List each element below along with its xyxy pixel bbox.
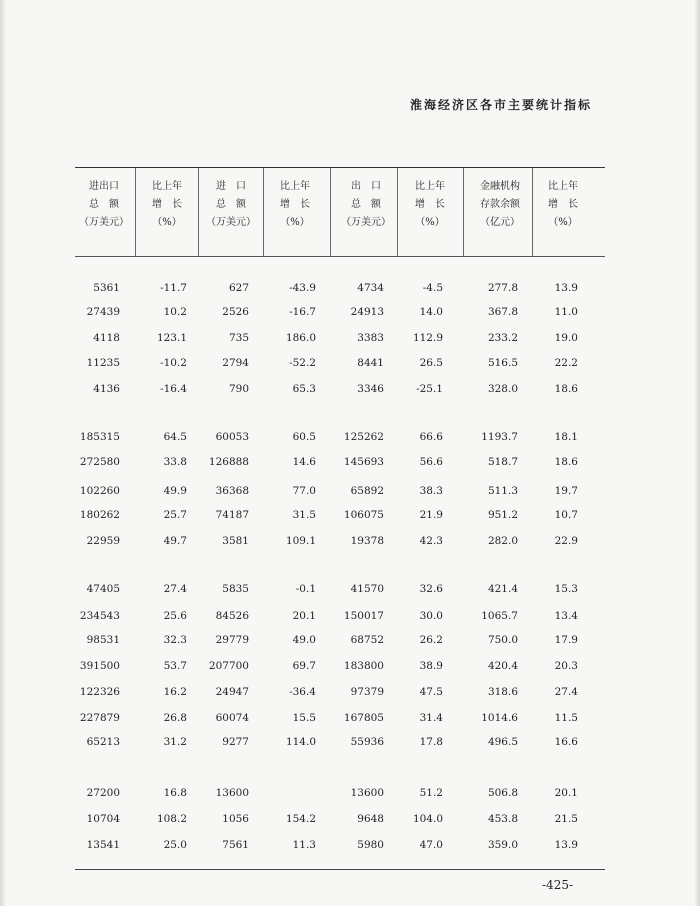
table-cell: 15.5 xyxy=(292,712,316,724)
table-cell: 511.3 xyxy=(487,485,518,497)
table-cell: 3383 xyxy=(357,332,384,344)
table-cell: 26.8 xyxy=(163,712,187,724)
table-cell: 49.9 xyxy=(163,485,187,497)
table-cell: 51.2 xyxy=(419,787,443,799)
table-cell: 41570 xyxy=(350,583,384,595)
header-separator xyxy=(198,168,199,256)
page-number: -425- xyxy=(542,878,574,892)
column-header xyxy=(262,178,328,232)
table-cell: 21.5 xyxy=(554,813,578,825)
table-cell: 97379 xyxy=(350,686,384,698)
table-cell: 233.2 xyxy=(487,332,518,344)
table-cell: 122326 xyxy=(79,686,120,698)
table-cell: 125262 xyxy=(343,431,384,443)
table-top-rule xyxy=(75,167,605,168)
header-separator xyxy=(532,168,533,256)
table-cell: -25.1 xyxy=(416,383,443,395)
table-cell: 38.3 xyxy=(419,485,443,497)
table-cell: 32.3 xyxy=(163,634,187,646)
table-cell: 2526 xyxy=(222,306,249,318)
page-title: 淮海经济区各市主要统计指标 xyxy=(409,98,592,112)
header-separator xyxy=(135,168,136,256)
table-cell: 516.5 xyxy=(487,357,518,369)
table-cell: 17.8 xyxy=(419,736,443,748)
table-cell: 22.2 xyxy=(554,357,578,369)
table-cell: 750.0 xyxy=(487,634,518,646)
table-cell: 38.9 xyxy=(419,660,443,672)
table-cell: 65213 xyxy=(86,736,120,748)
table-cell: 84526 xyxy=(215,610,249,622)
table-cell: 15.3 xyxy=(554,583,578,595)
table-cell: 19.0 xyxy=(554,332,578,344)
column-header-line: 进出口 xyxy=(89,181,119,192)
table-cell: 11.0 xyxy=(554,306,578,318)
table-cell: 5980 xyxy=(357,839,384,851)
table-cell: 5361 xyxy=(93,282,120,294)
column-header-line: 比上年 xyxy=(415,181,445,192)
table-cell: 8441 xyxy=(357,357,384,369)
table-cell: 154.2 xyxy=(285,813,316,825)
table-cell: 180262 xyxy=(79,509,120,521)
table-cell: 18.6 xyxy=(554,456,578,468)
table-cell: 47.0 xyxy=(419,839,443,851)
table-cell: 1056 xyxy=(222,813,249,825)
table-cell: 31.2 xyxy=(163,736,187,748)
table-cell: 123.1 xyxy=(156,332,187,344)
table-cell: 1065.7 xyxy=(481,610,518,622)
table-cell: -4.5 xyxy=(422,282,443,294)
table-cell: 49.0 xyxy=(292,634,316,646)
column-header-line: 总 额 xyxy=(351,199,381,210)
header-separator xyxy=(463,168,464,256)
table-cell: 27.4 xyxy=(163,583,187,595)
table-cell: -16.4 xyxy=(160,383,187,395)
table-cell: 31.4 xyxy=(419,712,443,724)
table-cell: 25.6 xyxy=(163,610,187,622)
column-header xyxy=(71,178,137,232)
table-cell: 109.1 xyxy=(285,535,316,547)
table-cell: 36368 xyxy=(215,485,249,497)
table-cell: 790 xyxy=(228,383,249,395)
table-cell: 55936 xyxy=(350,736,384,748)
table-cell: 20.3 xyxy=(554,660,578,672)
header-separator xyxy=(330,168,331,256)
table-cell: 14.0 xyxy=(419,306,443,318)
table-cell: 19378 xyxy=(350,535,384,547)
table-cell: 114.0 xyxy=(285,736,316,748)
table-cell: 207700 xyxy=(208,660,249,672)
column-header xyxy=(333,178,399,232)
table-cell: 11.3 xyxy=(292,839,316,851)
column-header-line: （万美元） xyxy=(206,217,256,228)
header-separator xyxy=(263,168,264,256)
table-cell: 66.6 xyxy=(419,431,443,443)
table-cell: 27439 xyxy=(86,306,120,318)
table-cell: 77.0 xyxy=(292,485,316,497)
table-cell: 328.0 xyxy=(487,383,518,395)
table-cell: 359.0 xyxy=(487,839,518,851)
table-cell: 31.5 xyxy=(292,509,316,521)
table-cell: 272580 xyxy=(79,456,120,468)
column-header-line: 进 口 xyxy=(216,181,246,192)
table-cell: -52.2 xyxy=(289,357,316,369)
page-bottom-rule xyxy=(75,869,605,870)
column-header-line: 增 长 xyxy=(280,199,310,210)
table-cell: -0.1 xyxy=(295,583,316,595)
table-cell: 32.6 xyxy=(419,583,443,595)
table-cell: 27.4 xyxy=(554,686,578,698)
table-cell: 4734 xyxy=(357,282,384,294)
table-cell: 49.7 xyxy=(163,535,187,547)
table-cell: -36.4 xyxy=(289,686,316,698)
column-header-line: （亿元） xyxy=(480,217,520,228)
table-cell: 420.4 xyxy=(487,660,518,672)
column-header-line: （%） xyxy=(152,217,182,228)
table-cell: 11.5 xyxy=(554,712,578,724)
table-cell: 2794 xyxy=(222,357,249,369)
table-cell: 47405 xyxy=(86,583,120,595)
table-cell: 26.2 xyxy=(419,634,443,646)
table-cell: 106075 xyxy=(343,509,384,521)
table-cell: 186.0 xyxy=(285,332,316,344)
table-cell: 14.6 xyxy=(292,456,316,468)
table-cell: 5835 xyxy=(222,583,249,595)
table-cell: -43.9 xyxy=(289,282,316,294)
table-cell: 20.1 xyxy=(292,610,316,622)
table-cell: -11.7 xyxy=(160,282,187,294)
header-separator xyxy=(397,168,398,256)
table-cell: 69.7 xyxy=(292,660,316,672)
table-cell: 16.8 xyxy=(163,787,187,799)
table-cell: 150017 xyxy=(343,610,384,622)
table-cell: -10.2 xyxy=(160,357,187,369)
table-cell: 21.9 xyxy=(419,509,443,521)
table-cell: 17.9 xyxy=(554,634,578,646)
table-cell: 318.6 xyxy=(487,686,518,698)
table-cell: 13541 xyxy=(86,839,120,851)
table-cell: 13.9 xyxy=(554,282,578,294)
table-cell: 33.8 xyxy=(163,456,187,468)
table-cell: 282.0 xyxy=(487,535,518,547)
column-header-line: 比上年 xyxy=(280,181,310,192)
table-cell: 64.5 xyxy=(163,431,187,443)
table-cell: 7561 xyxy=(222,839,249,851)
column-header xyxy=(467,178,533,232)
table-cell: 25.0 xyxy=(163,839,187,851)
column-header-line: 增 长 xyxy=(152,199,182,210)
table-cell: 10704 xyxy=(86,813,120,825)
column-header-line: （%） xyxy=(548,217,578,228)
column-header-line: 增 长 xyxy=(415,199,445,210)
table-cell: 56.6 xyxy=(419,456,443,468)
table-cell: 227879 xyxy=(79,712,120,724)
table-cell: 16.6 xyxy=(554,736,578,748)
table-cell: 1014.6 xyxy=(481,712,518,724)
scan-edge-left xyxy=(0,0,6,906)
table-cell: 9648 xyxy=(357,813,384,825)
table-cell: 24947 xyxy=(215,686,249,698)
table-cell: 234543 xyxy=(79,610,120,622)
scan-edge-right xyxy=(694,0,700,906)
table-cell: 20.1 xyxy=(554,787,578,799)
table-cell: 18.6 xyxy=(554,383,578,395)
table-cell: 13.4 xyxy=(554,610,578,622)
table-cell: 185315 xyxy=(79,431,120,443)
table-cell: -16.7 xyxy=(289,306,316,318)
table-cell: 10.7 xyxy=(554,509,578,521)
column-header-line: 出 口 xyxy=(351,181,381,192)
table-cell: 108.2 xyxy=(156,813,187,825)
table-cell: 277.8 xyxy=(487,282,518,294)
table-cell: 735 xyxy=(228,332,249,344)
table-cell: 112.9 xyxy=(412,332,443,344)
column-header xyxy=(198,178,264,232)
table-cell: 145693 xyxy=(343,456,384,468)
table-cell: 68752 xyxy=(350,634,384,646)
table-cell: 183800 xyxy=(343,660,384,672)
table-cell: 951.2 xyxy=(487,509,518,521)
table-cell: 25.7 xyxy=(163,509,187,521)
column-header-line: 总 额 xyxy=(216,199,246,210)
table-cell: 53.7 xyxy=(163,660,187,672)
table-cell: 60053 xyxy=(215,431,249,443)
table-cell: 126888 xyxy=(208,456,249,468)
table-cell: 22959 xyxy=(86,535,120,547)
table-cell: 13600 xyxy=(215,787,249,799)
table-cell: 13.9 xyxy=(554,839,578,851)
table-cell: 24913 xyxy=(350,306,384,318)
column-header-line: 增 长 xyxy=(548,199,578,210)
column-header-line: 比上年 xyxy=(152,181,182,192)
table-cell: 367.8 xyxy=(487,306,518,318)
table-cell: 74187 xyxy=(215,509,249,521)
table-cell: 29779 xyxy=(215,634,249,646)
table-cell: 421.4 xyxy=(487,583,518,595)
table-cell: 391500 xyxy=(79,660,120,672)
table-cell: 60.5 xyxy=(292,431,316,443)
column-header-line: 金融机构 xyxy=(480,181,520,192)
table-cell: 47.5 xyxy=(419,686,443,698)
table-cell: 13600 xyxy=(350,787,384,799)
column-header xyxy=(397,178,463,232)
table-cell: 10.2 xyxy=(163,306,187,318)
table-cell: 19.7 xyxy=(554,485,578,497)
column-header-line: 存款余额 xyxy=(480,199,520,210)
column-header-line: （万美元） xyxy=(341,217,391,228)
table-cell: 627 xyxy=(228,282,249,294)
column-header-line: （%） xyxy=(415,217,445,228)
table-cell: 167805 xyxy=(343,712,384,724)
column-header-line: 比上年 xyxy=(548,181,578,192)
table-cell: 30.0 xyxy=(419,610,443,622)
table-cell: 4136 xyxy=(93,383,120,395)
table-cell: 16.2 xyxy=(163,686,187,698)
table-header-rule xyxy=(75,256,605,257)
table-cell: 4118 xyxy=(93,332,120,344)
table-cell: 18.1 xyxy=(554,431,578,443)
table-cell: 65892 xyxy=(350,485,384,497)
table-cell: 506.8 xyxy=(487,787,518,799)
table-cell: 9277 xyxy=(222,736,249,748)
table-cell: 11235 xyxy=(86,357,120,369)
table-cell: 496.5 xyxy=(487,736,518,748)
table-cell: 453.8 xyxy=(487,813,518,825)
table-cell: 60074 xyxy=(215,712,249,724)
table-cell: 26.5 xyxy=(419,357,443,369)
table-cell: 65.3 xyxy=(292,383,316,395)
table-cell: 518.7 xyxy=(487,456,518,468)
table-cell: 3581 xyxy=(222,535,249,547)
column-header xyxy=(134,178,200,232)
table-cell: 42.3 xyxy=(419,535,443,547)
column-header-line: （万美元） xyxy=(79,217,129,228)
column-header xyxy=(530,178,596,232)
table-cell: 102260 xyxy=(79,485,120,497)
table-cell: 22.9 xyxy=(554,535,578,547)
table-cell: 104.0 xyxy=(412,813,443,825)
column-header-line: （%） xyxy=(280,217,310,228)
table-cell: 3346 xyxy=(357,383,384,395)
column-header-line: 总 额 xyxy=(89,199,119,210)
table-cell: 1193.7 xyxy=(481,431,518,443)
table-cell: 98531 xyxy=(86,634,120,646)
table-cell: 27200 xyxy=(86,787,120,799)
